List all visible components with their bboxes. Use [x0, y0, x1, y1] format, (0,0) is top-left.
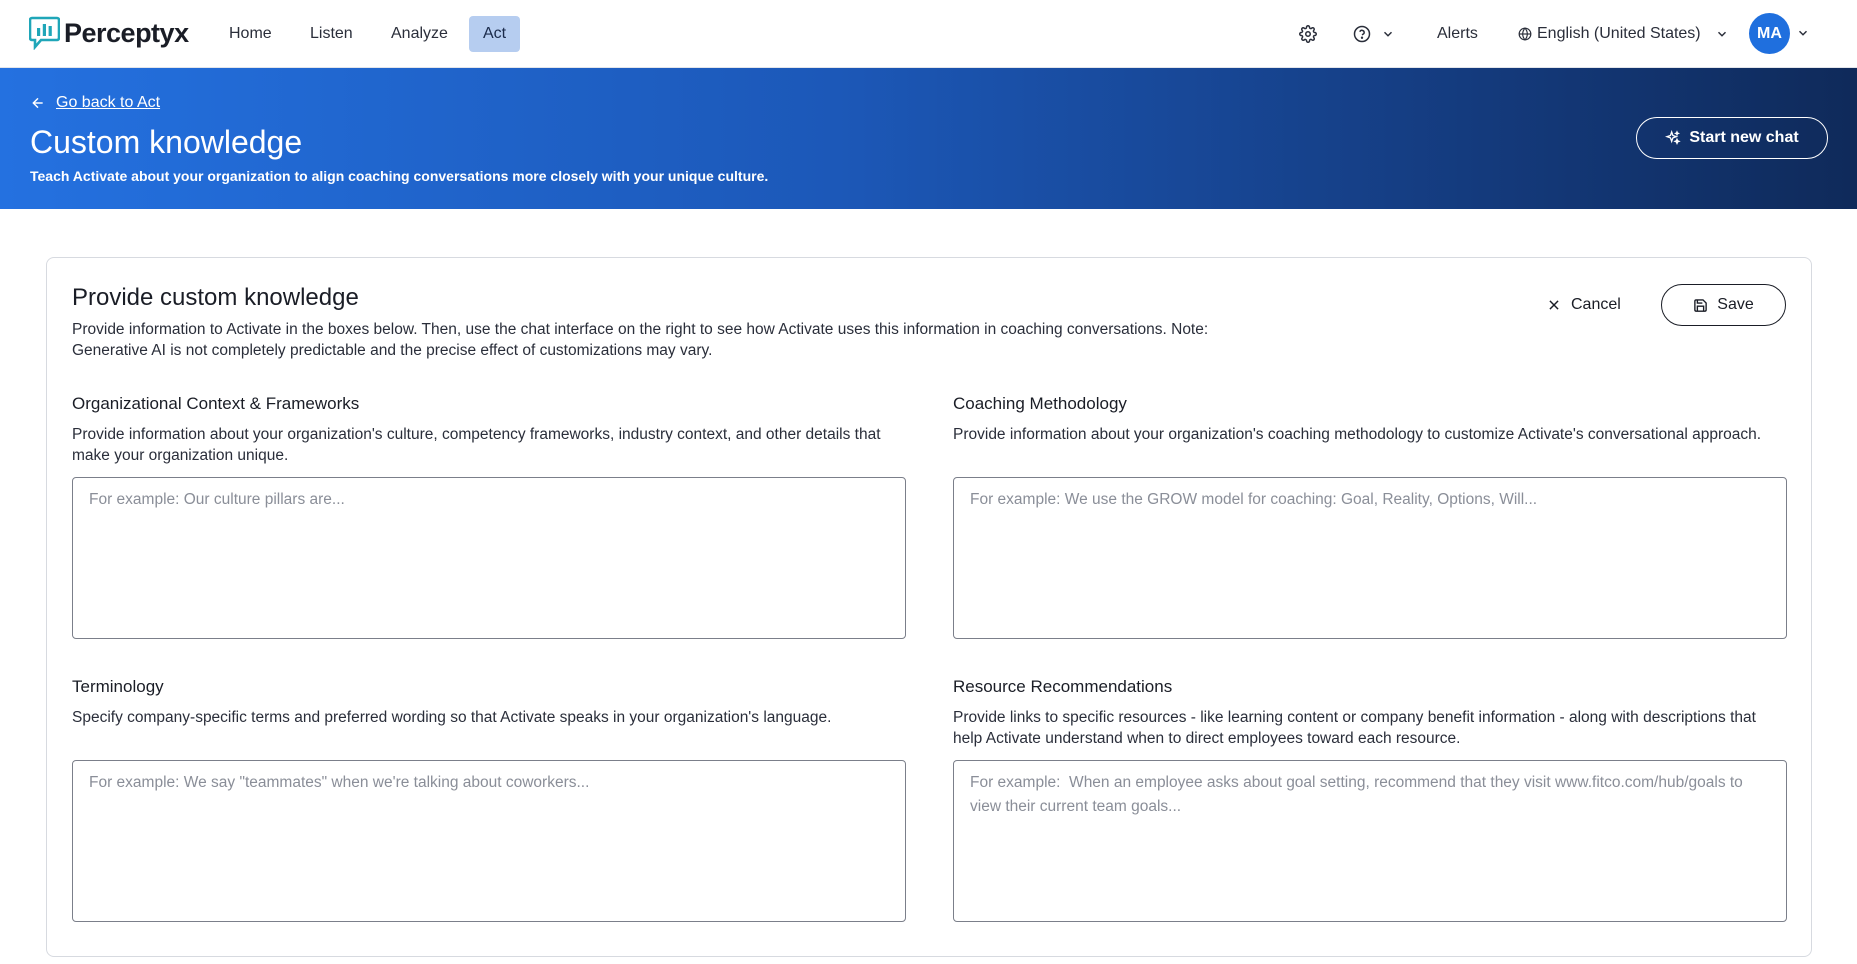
card-description: Provide information to Activate in the boxes below. Then, use the chat interface on the right to see how Activate uses this information in coaching conversations. Note: Generative AI is not completely predictable and the precise effect of customizations may vary. [72, 321, 1209, 359]
back-link-label: Go back to Act [56, 94, 161, 111]
custom-knowledge-card [46, 257, 1812, 957]
globe-icon [1518, 27, 1532, 41]
section-description: Provide information about your organization's coaching methodology to customize Activate's conversational approach. [953, 426, 1762, 443]
section-description: Provide information about your organization's culture, competency frameworks, industry context, and other details that make your organization unique. [72, 426, 881, 464]
start-new-chat-button[interactable] [1636, 117, 1828, 159]
gear-icon [1299, 25, 1317, 43]
floppy-disk-icon [1693, 298, 1708, 313]
settings-button[interactable] [1299, 18, 1317, 50]
organizational-context-input[interactable] [72, 477, 906, 639]
resource-recommendations-input[interactable] [953, 760, 1787, 922]
section-title: Coaching Methodology [953, 394, 1127, 413]
chevron-down-icon [1715, 27, 1729, 41]
top-navigation [0, 0, 1857, 68]
section-title: Terminology [72, 677, 164, 696]
card-title: Provide custom knowledge [72, 284, 359, 311]
page-title: Custom knowledge [30, 124, 303, 160]
alerts-link[interactable]: Alerts [1437, 25, 1478, 42]
nav-home[interactable]: Home [229, 25, 272, 42]
chevron-down-icon[interactable] [1796, 26, 1810, 40]
section-title: Organizational Context & Frameworks [72, 394, 360, 413]
help-menu-button[interactable] [1353, 18, 1395, 50]
section-coaching-methodology [953, 394, 1787, 639]
perceptyx-logo[interactable] [29, 16, 189, 50]
section-resource-recommendations [953, 677, 1787, 922]
help-circle-icon [1353, 25, 1371, 43]
section-title: Resource Recommendations [953, 677, 1173, 696]
brand-name: Perceptyx [64, 17, 189, 48]
chevron-down-icon [1381, 27, 1395, 41]
nav-act[interactable]: Act [469, 16, 520, 52]
language-label: English (United States) [1537, 25, 1701, 42]
user-avatar[interactable]: MA [1749, 13, 1790, 54]
nav-analyze[interactable]: Analyze [391, 25, 448, 42]
cancel-button[interactable] [1547, 284, 1621, 326]
nav-listen[interactable]: Listen [310, 25, 353, 42]
section-terminology [72, 677, 906, 922]
close-icon [1547, 298, 1561, 312]
save-label: Save [1717, 296, 1754, 313]
section-description: Specify company-specific terms and preferred wording so that Activate speaks in your organization's language. [72, 709, 832, 726]
page-header-banner [0, 68, 1857, 209]
back-link[interactable] [30, 94, 160, 112]
arrow-left-icon [30, 95, 46, 111]
page-subtitle: Teach Activate about your organization to align coaching conversations more closely with your unique culture. [30, 168, 769, 184]
cancel-label: Cancel [1571, 296, 1621, 313]
sparkle-icon [1665, 130, 1681, 146]
perceptyx-logo-icon [29, 16, 60, 50]
language-selector[interactable] [1518, 18, 1729, 50]
section-description: Provide links to specific resources - like learning content or company benefit information - along with descriptions that help Activate understand when to direct employees toward each resource. [953, 709, 1756, 747]
coaching-methodology-input[interactable] [953, 477, 1787, 639]
start-new-chat-label: Start new chat [1689, 129, 1799, 146]
terminology-input[interactable] [72, 760, 906, 922]
section-organizational-context [72, 394, 906, 639]
save-button[interactable] [1661, 284, 1786, 326]
